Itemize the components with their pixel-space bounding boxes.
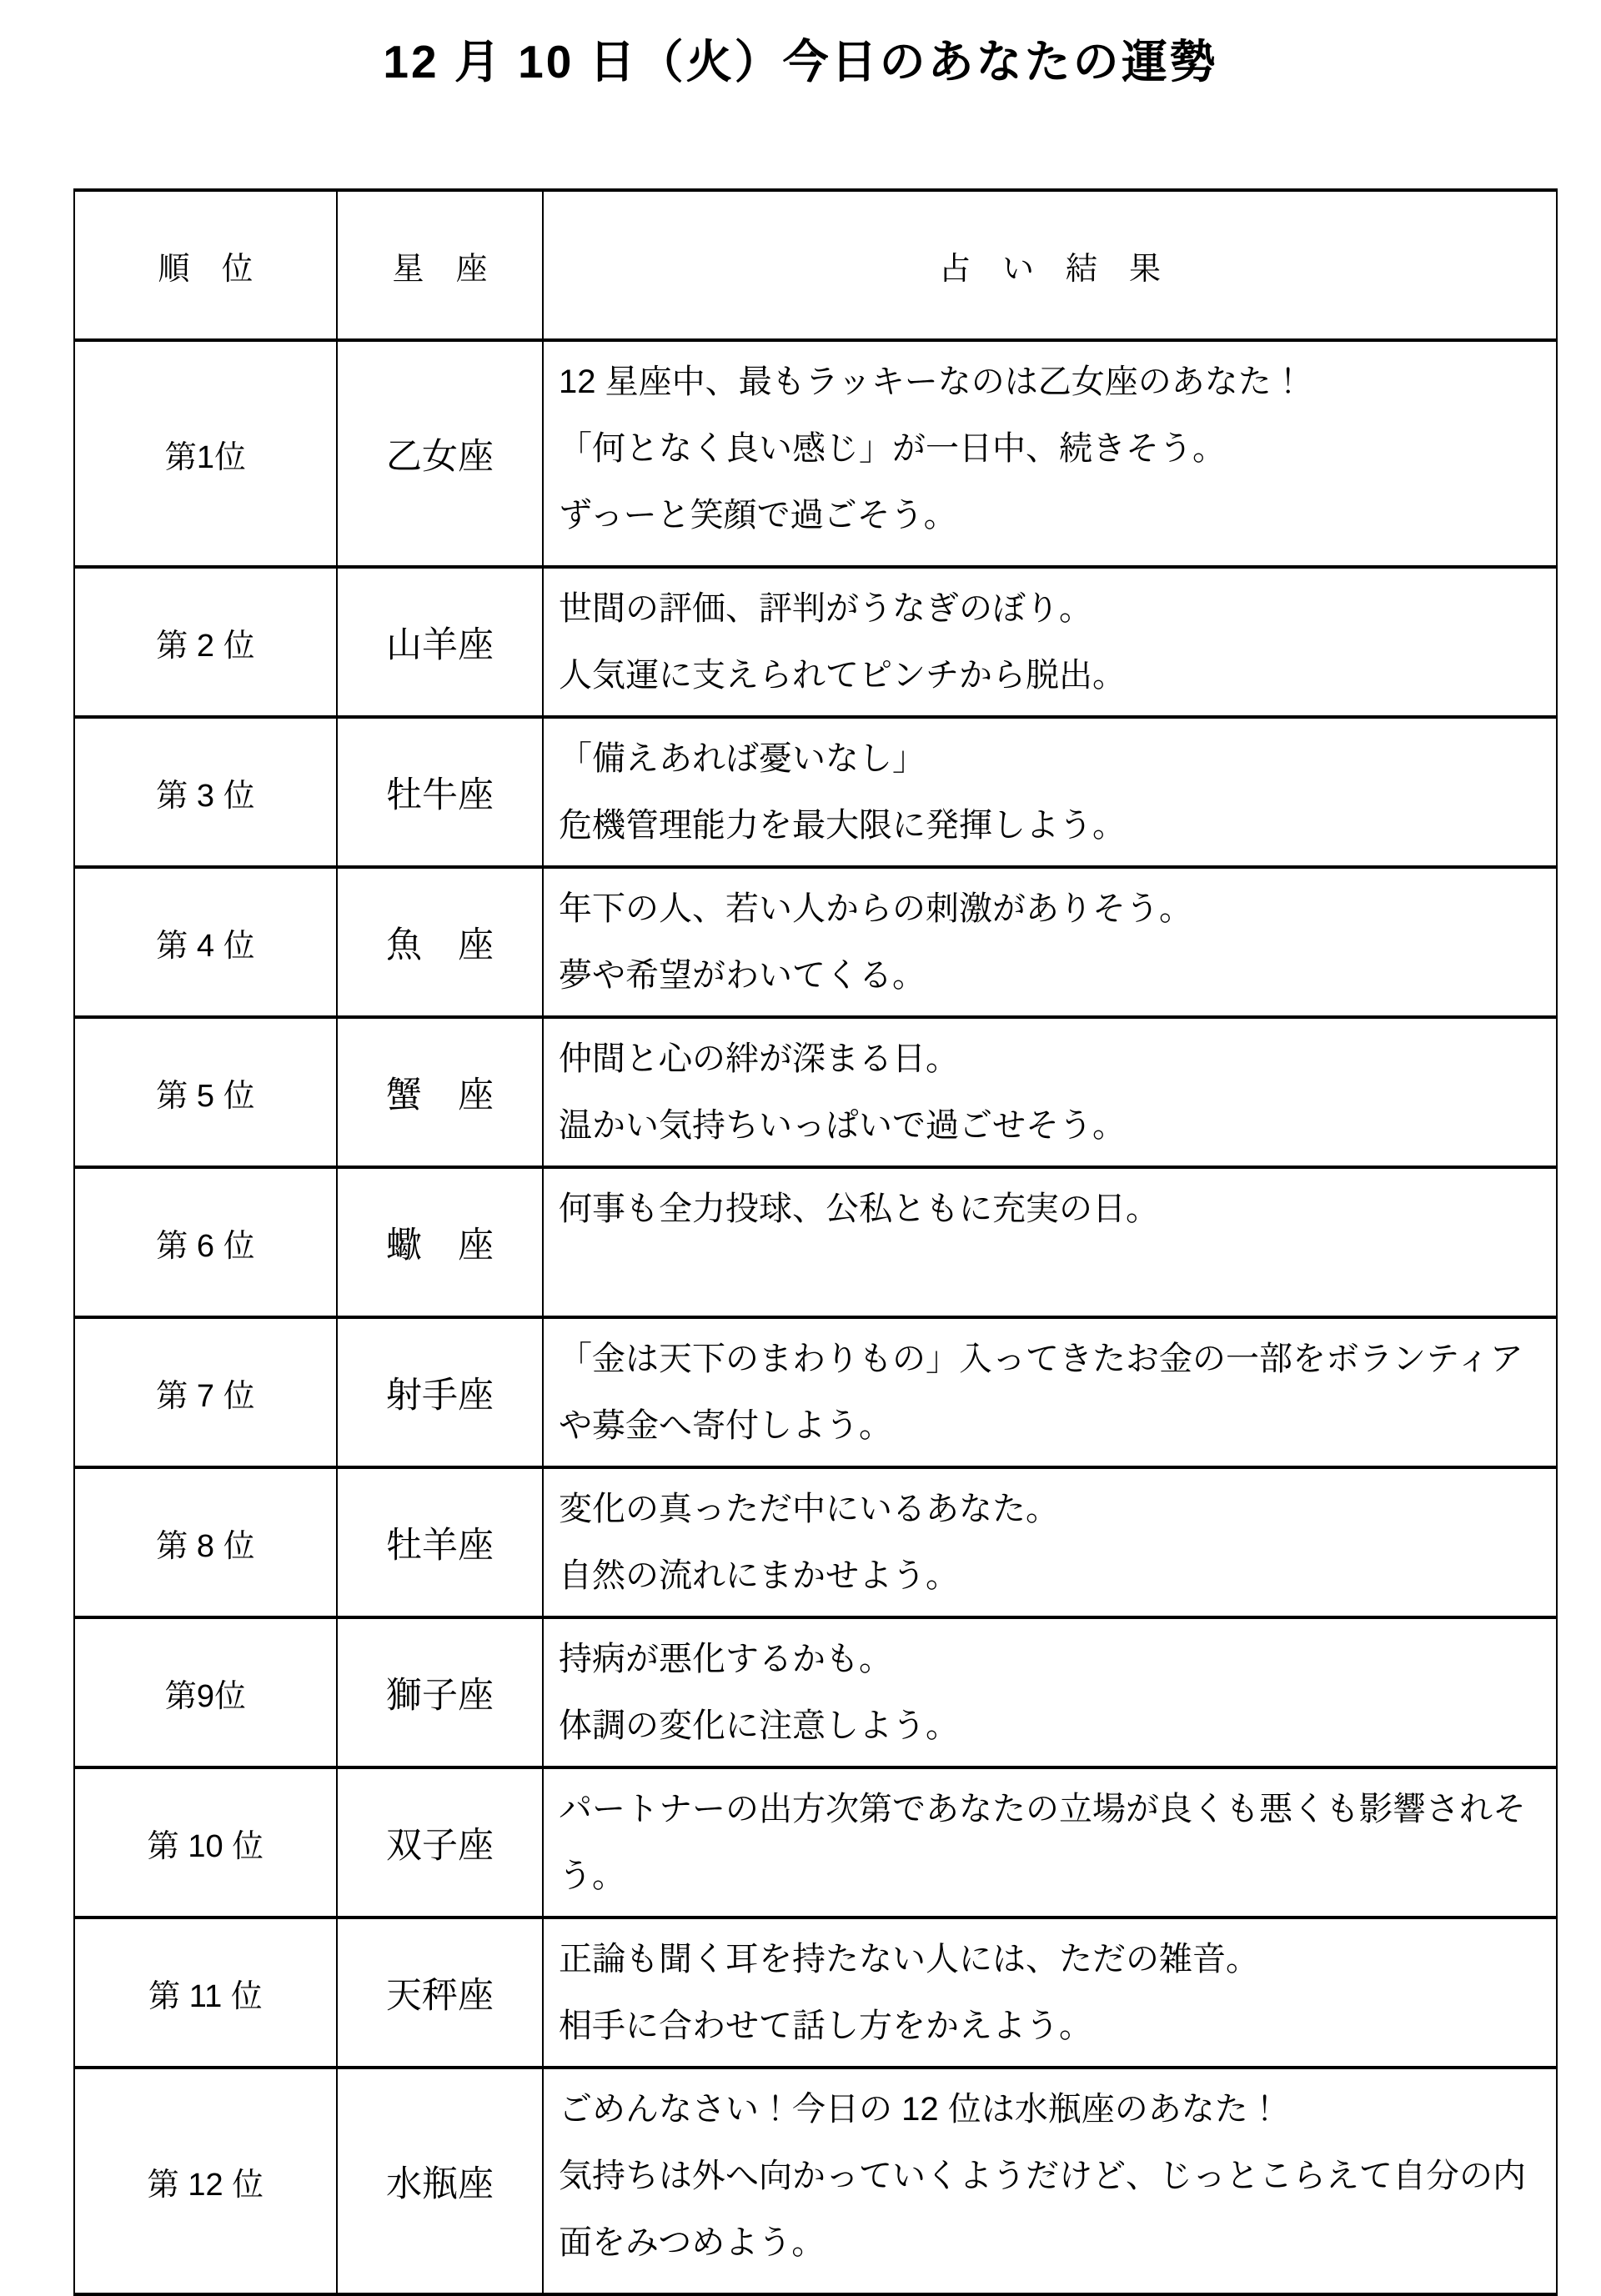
- rank-cell: 第 3 位: [74, 717, 337, 867]
- rank-cell: 第 10 位: [74, 1767, 337, 1918]
- result-cell: [543, 1767, 1557, 1918]
- fortune-line: 12 星座中、最もラッキーなのは乙女座のあなた！: [559, 363, 1305, 400]
- fortune-line: ずっーと笑顔で過ごそう。: [559, 497, 957, 534]
- header-rank: 順 位: [74, 190, 337, 340]
- sign-cell: 蠍 座: [337, 1167, 543, 1317]
- fortune-line: や募金へ寄付しよう。: [559, 1407, 892, 1444]
- table-row: [74, 1918, 1557, 2068]
- fortune-line: 自然の流れにまかせよう。: [559, 1557, 959, 1594]
- result-cell: [543, 567, 1557, 717]
- result-cell: [543, 867, 1557, 1017]
- rank-cell: 第1位: [74, 340, 337, 567]
- rank-cell: 第 7 位: [74, 1317, 337, 1467]
- fortune-line: ごめんなさい！今日の 12 位は水瓶座のあなた！: [559, 2091, 1282, 2128]
- result-cell: [543, 2068, 1557, 2294]
- fortune-line: 「何となく良い感じ」が一日中、続きそう。: [559, 430, 1226, 467]
- fortune-line: 正論も聞く耳を持たない人には、ただの雑音。: [559, 1941, 1259, 1978]
- fortune-line: 年下の人、若い人からの刺激がありそう。: [559, 890, 1192, 927]
- rank-cell: 第 8 位: [74, 1467, 337, 1617]
- table-body: [74, 340, 1557, 2294]
- sign-cell: 牡羊座: [337, 1467, 543, 1617]
- sign-cell: 山羊座: [337, 567, 543, 717]
- result-cell: [543, 1617, 1557, 1767]
- page-title: 12 月 10 日（火）今日のあなたの運勢: [383, 36, 1218, 88]
- fortune-line: 仲間と心の絆が深まる日。: [559, 1040, 959, 1077]
- fortune-line: 相手に合わせて話し方をかえよう。: [559, 2008, 1092, 2044]
- fortune-line: 世間の評価、評判がうなぎのぼり。: [559, 590, 1092, 627]
- sign-cell: 獅子座: [337, 1617, 543, 1767]
- fortune-line: 危機管理能力を最大限に発揮しよう。: [559, 807, 1126, 844]
- sign-cell: 乙女座: [337, 340, 543, 567]
- rank-cell: 第 5 位: [74, 1017, 337, 1167]
- table-header-row: [74, 190, 1557, 340]
- fortune-line: 変化の真っただ中にいるあなた。: [559, 1491, 1059, 1527]
- fortune-line: 体調の変化に注意しよう。: [559, 1707, 959, 1744]
- table-row: [74, 1467, 1557, 1617]
- result-cell: [543, 1918, 1557, 2068]
- result-cell: [543, 717, 1557, 867]
- rank-cell: 第 11 位: [74, 1918, 337, 2068]
- table-row: [74, 1017, 1557, 1167]
- result-cell: [543, 1017, 1557, 1167]
- rank-cell: 第9位: [74, 1617, 337, 1767]
- table-row: [74, 2068, 1557, 2294]
- table-row: [74, 1167, 1557, 1317]
- sign-cell: 魚 座: [337, 867, 543, 1017]
- fortune-line: 人気運に支えられてピンチから脱出。: [559, 657, 1126, 694]
- rank-cell: 第 2 位: [74, 567, 337, 717]
- table-row: [74, 1617, 1557, 1767]
- fortune-table: [73, 188, 1558, 2296]
- result-cell: [543, 340, 1557, 567]
- table-row: [74, 340, 1557, 567]
- rank-cell: 第 12 位: [74, 2068, 337, 2294]
- result-cell: [543, 1167, 1557, 1317]
- sign-cell: 天秤座: [337, 1918, 543, 2068]
- fortune-line: 「備えあれば憂いなし」: [559, 740, 926, 777]
- rank-cell: 第 6 位: [74, 1167, 337, 1317]
- fortune-line: パートナーの出方次第であなたの立場が良くも悪くも影響されそ: [559, 1791, 1526, 1827]
- table-row: [74, 567, 1557, 717]
- table-row: [74, 717, 1557, 867]
- header-result: 占 い 結 果: [543, 190, 1557, 340]
- fortune-line: 気持ちは外へ向かっていくようだけど、じっとこらえて自分の内: [559, 2158, 1526, 2194]
- fortune-line: 温かい気持ちいっぱいで過ごせそう。: [559, 1107, 1126, 1144]
- fortune-line: う。: [559, 1857, 625, 1894]
- table-row: [74, 867, 1557, 1017]
- result-cell: [543, 1467, 1557, 1617]
- fortune-line: 夢や希望がわいてくる。: [559, 957, 926, 994]
- sign-cell: 水瓶座: [337, 2068, 543, 2294]
- sign-cell: 牡牛座: [337, 717, 543, 867]
- rank-cell: 第 4 位: [74, 867, 337, 1017]
- fortune-line: 持病が悪化するかも。: [559, 1641, 892, 1677]
- sign-cell: 蟹 座: [337, 1017, 543, 1167]
- fortune-line: 「金は天下のまわりもの」入ってきたお金の一部をボランティア: [559, 1341, 1523, 1377]
- sign-cell: 射手座: [337, 1317, 543, 1467]
- fortune-line: 何事も全力投球、公私ともに充実の日。: [559, 1191, 1159, 1227]
- table-row: [74, 1317, 1557, 1467]
- fortune-line: 面をみつめよう。: [559, 2224, 826, 2261]
- table-row: [74, 1767, 1557, 1918]
- header-sign: 星 座: [337, 190, 543, 340]
- sign-cell: 双子座: [337, 1767, 543, 1918]
- result-cell: [543, 1317, 1557, 1467]
